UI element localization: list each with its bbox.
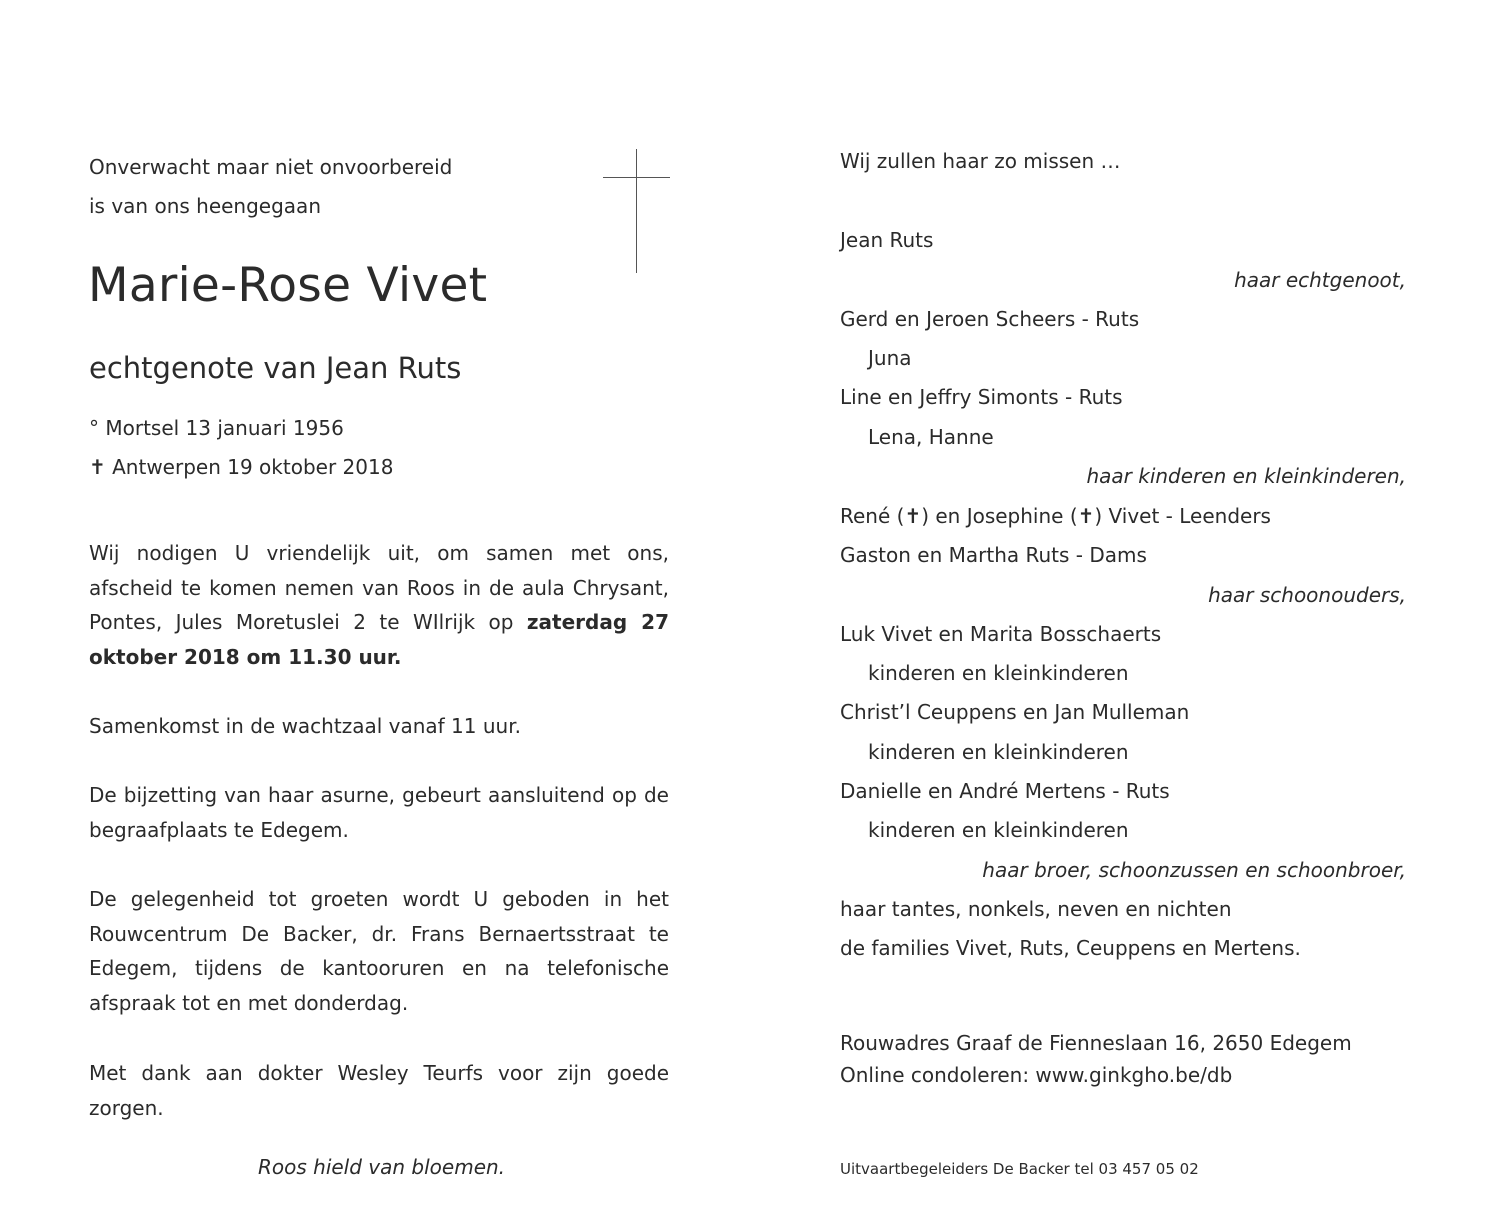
inlaws-2: Gaston en Martha Ruts - Dams [840, 543, 1147, 567]
flowers-note: Roos hield van bloemen. [258, 1155, 506, 1179]
inlaws-1: René (✝) en Josephine (✝) Vivet - Leenders [840, 504, 1271, 528]
greeting-paragraph: De gelegenheid tot groeten wordt U geboden in het Rouwcentrum De Backer, dr. Frans Bernaertsstraat te Edegem, tijdens de kantooruren en na telefonische afspraak tot en met donderdag. [89, 887, 669, 1015]
birth-line: ° Mortsel 13 januari 1956 [89, 416, 344, 440]
inlaws-role: haar schoonouders, [1208, 583, 1406, 607]
sibling-1-kids: kinderen en kleinkinderen [868, 661, 1129, 685]
husband-name: Jean Ruts [840, 228, 934, 252]
children-role: haar kinderen en kleinkinderen, [1086, 464, 1406, 488]
deceased-name: Marie-Rose Vivet [88, 258, 488, 313]
thanks-paragraph: Met dank aan dokter Wesley Teurfs voor zijn goede zorgen. [89, 1061, 669, 1120]
burial-paragraph: De bijzetting van haar asurne, gebeurt aansluitend op de begraafplaats te Edegem. [89, 783, 669, 842]
death-cross-icon: ✝ [89, 455, 106, 479]
sibling-2: Christ’l Ceuppens en Jan Mulleman [840, 700, 1190, 724]
sibling-1: Luk Vivet en Marita Bosschaerts [840, 622, 1162, 646]
miss-heading: Wij zullen haar zo missen … [840, 149, 1121, 173]
invitation-text: Wij nodigen U vriendelijk uit, om samen met ons, afscheid te komen nemen van Roos in de aula Chrysant, Pontes, Jules Moretuslei 2 te WIlrijk op [89, 541, 669, 635]
intro-line-1: Onverwacht maar niet onvoorbereid [89, 155, 453, 179]
sibling-3: Danielle en André Mertens - Ruts [840, 779, 1170, 803]
undertaker-line: Uitvaartbegeleiders De Backer tel 03 457 05 02 [840, 1160, 1199, 1178]
invitation-paragraph [89, 536, 669, 674]
sibling-3-kids: kinderen en kleinkinderen [868, 818, 1129, 842]
child-1: Gerd en Jeroen Scheers - Ruts [840, 307, 1140, 331]
siblings-role: haar broer, schoonzussen en schoonbroer, [982, 858, 1406, 882]
intro-line-2: is van ons heengegaan [89, 194, 321, 218]
husband-role: haar echtgenoot, [1234, 268, 1406, 292]
grandchild-1: Juna [868, 346, 912, 370]
online-condolence: Online condoleren: www.ginkgho.be/db [840, 1063, 1233, 1087]
child-2: Line en Jeffry Simonts - Ruts [840, 385, 1123, 409]
mourning-address: Rouwadres Graaf de Fienneslaan 16, 2650 Edegem [840, 1031, 1352, 1055]
death-text: Antwerpen 19 oktober 2018 [112, 455, 394, 479]
invitation-date: zaterdag 27 oktober 2018 om 11.30 uur. [89, 610, 669, 669]
extended-family-1: haar tantes, nonkels, neven en nichten [840, 897, 1232, 921]
extended-family-2: de families Vivet, Ruts, Ceuppens en Mertens. [840, 936, 1301, 960]
spouse-line: echtgenote van Jean Ruts [89, 351, 462, 385]
grandchild-2: Lena, Hanne [868, 425, 994, 449]
sibling-2-kids: kinderen en kleinkinderen [868, 740, 1129, 764]
gathering-paragraph: Samenkomst in de wachtzaal vanaf 11 uur. [89, 714, 521, 738]
cross-icon [636, 149, 637, 273]
cross-icon-bar [603, 177, 670, 178]
death-line [89, 457, 393, 477]
